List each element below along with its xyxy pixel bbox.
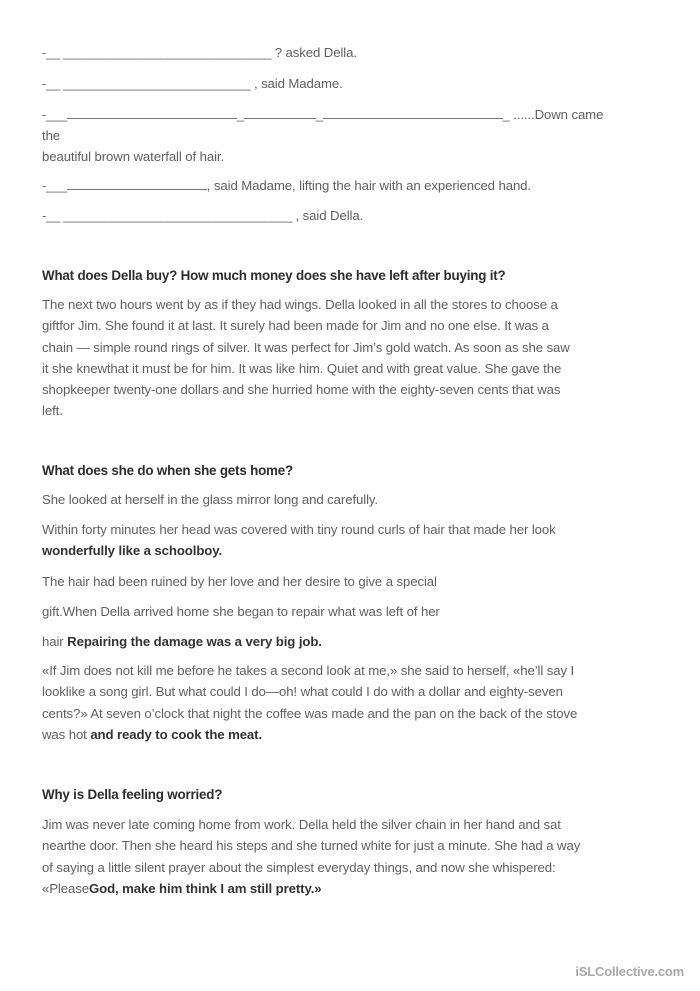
answer-blank[interactable]: -___ xyxy=(42,178,67,193)
text-line: The next two hours went by as if they had wings. Della looked in all the stores to choose a xyxy=(42,297,558,312)
answer-blank-underline[interactable] xyxy=(244,107,316,119)
dialogue-text: , said Madame, lifting the hair with an experienced hand. xyxy=(206,178,531,193)
answer-blank-underline[interactable] xyxy=(67,178,207,190)
answer-blank-underline[interactable] xyxy=(323,107,503,119)
watermark: iSLCollective.com xyxy=(575,964,684,979)
bold-text: Repairing the damage was a very big job. xyxy=(67,634,322,649)
dialogue-text: , said Madame. xyxy=(253,76,343,91)
dialogue-text: , said Della. xyxy=(295,208,364,223)
text-line: cents?» At seven o’clock that night the coffee was made and the pan on the back of the stove xyxy=(42,705,578,721)
dialogue-line-3-cont: beautiful brown waterfall of hair. xyxy=(42,149,225,164)
reading-paragraph xyxy=(42,601,662,622)
bold-text: wonderfully like a schoolboy. xyxy=(42,543,223,559)
dialogue-text: ......Down came xyxy=(513,107,604,122)
reading-paragraph xyxy=(42,814,662,899)
text-line: was hot xyxy=(42,726,91,742)
answer-blank[interactable]: -__ _________________________________ xyxy=(42,208,292,223)
reading-paragraph xyxy=(42,571,662,592)
dialogue-text: ? asked Della. xyxy=(274,45,357,60)
reading-paragraph xyxy=(42,294,662,422)
text-line: nearthe door. Then she heard his steps and she turned white for just a minute. She had a way xyxy=(42,838,581,854)
answer-blank-underline[interactable] xyxy=(67,107,237,119)
text-line: «If Jim does not kill me before he takes a second look at me,» she said to herself, «he’ll say I xyxy=(42,663,575,678)
text-line: looklike a song girl. But what could I do—oh! what could I do with a dollar and eighty-seven xyxy=(42,684,563,700)
text-line: Jim was never late coming home from work. Della held the silver chain in her hand and sat xyxy=(42,817,561,832)
dialogue-line-3-cont: the xyxy=(42,128,61,143)
dialogue-line-1 xyxy=(42,45,357,61)
question-heading: Why is Della feeling worried? xyxy=(42,787,223,802)
text-line: shopkeeper twenty-one dollars and she hurried home with the eighty-seven cents that was xyxy=(42,382,561,398)
text-line: it she knewthat it must be for him. It was like him. Quiet and with great value. She gave the xyxy=(42,360,562,376)
answer-blank[interactable]: -___ xyxy=(42,107,67,122)
reading-paragraph xyxy=(42,631,662,652)
text-line: Within forty minutes her head was covered with tiny round curls of hair that made her look xyxy=(42,522,556,537)
text-line: giftfor Jim. She found it at last. It surely had been made for Jim and no one else. It was a xyxy=(42,318,549,334)
reading-paragraph xyxy=(42,660,662,745)
text-line: She looked at herself in the glass mirror long and carefully. xyxy=(42,492,378,507)
text-line: chain — simple round rings of silver. It was perfect for Jim’s gold watch. As soon as she saw xyxy=(42,339,570,355)
reading-paragraph xyxy=(42,489,662,510)
question-heading: What does she do when she gets home? xyxy=(42,463,293,478)
text-line: left. xyxy=(42,403,63,419)
question-heading: What does Della buy? How much money does she have left after buying it? xyxy=(42,268,506,283)
answer-blank[interactable]: -__ ___________________________ xyxy=(42,76,251,91)
reading-paragraph xyxy=(42,519,662,562)
bold-text: and ready to cook the meat. xyxy=(90,726,263,742)
dialogue-line-2 xyxy=(42,76,343,92)
dialogue-line-3: -___ _ _ _ ......Down came xyxy=(42,107,604,122)
answer-blank[interactable]: -__ ______________________________ xyxy=(42,45,272,60)
text-line: gift.When Della arrived home she began to repair what was left of her xyxy=(42,604,440,619)
text-line: The hair had been ruined by her love and her desire to give a special xyxy=(42,574,437,589)
text-line: «Please xyxy=(42,880,89,896)
dialogue-line-4 xyxy=(42,178,531,194)
text-line: hair xyxy=(42,634,68,649)
dialogue-line-5 xyxy=(42,208,363,224)
text-line: of saying a little silent prayer about the simplest everyday things, and now she whispered: xyxy=(42,859,556,875)
bold-text: God, make him think I am still pretty.» xyxy=(88,880,322,896)
